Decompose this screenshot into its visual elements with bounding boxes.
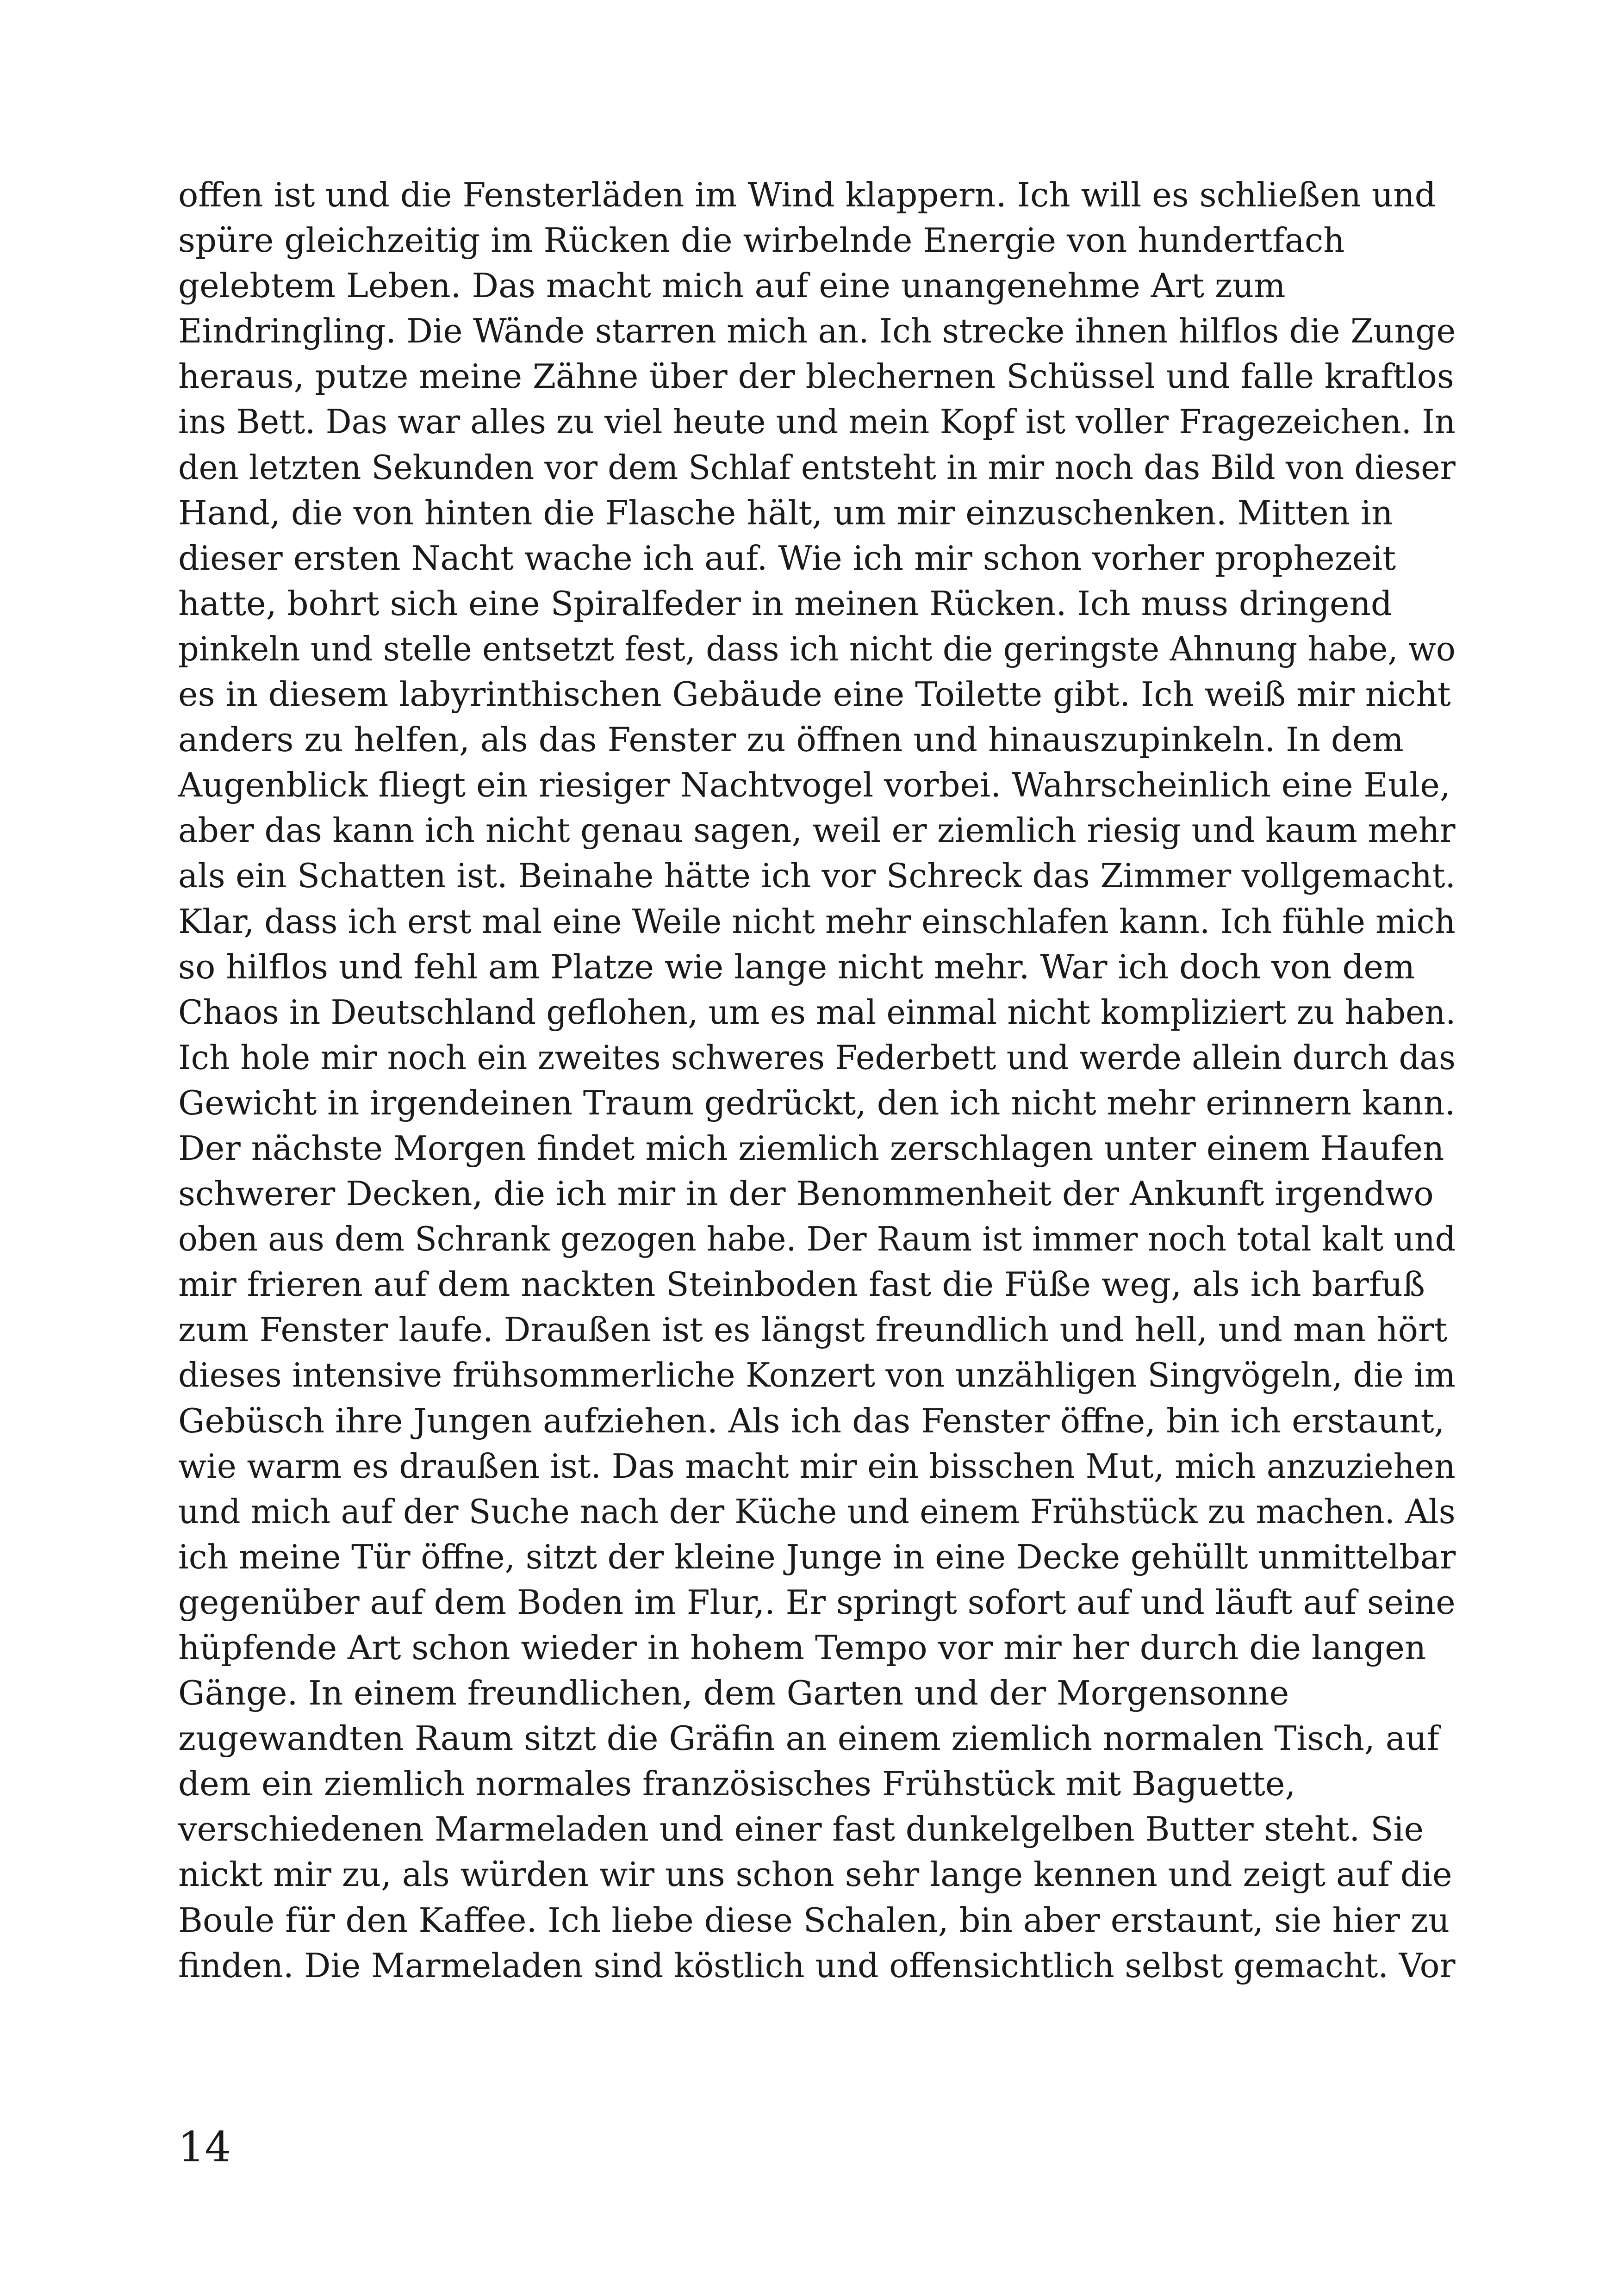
text-line: dieses intensive frühsommerliche Konzert von unzähligen Singvögeln, die im <box>178 1356 1456 1395</box>
text-line: anders zu helfen, als das Fenster zu öffnen und hinauszupinkeln. In dem <box>178 720 1404 759</box>
text-line: spüre gleichzeitig im Rücken die wirbelnde Energie von hundertfach <box>178 221 1345 260</box>
text-line: nickt mir zu, als würden wir uns schon sehr lange kennen und zeigt auf die <box>178 1855 1452 1894</box>
text-line: Chaos in Deutschland geflohen, um es mal einmal nicht kompliziert zu haben. <box>178 992 1456 1032</box>
text-line: zugewandten Raum sitzt die Gräfin an einem ziemlich normalen Tisch, auf <box>178 1719 1439 1758</box>
text-line: Boule für den Kaffee. Ich liebe diese Schalen, bin aber erstaunt, sie hier zu <box>178 1900 1450 1940</box>
text-line: gelebtem Leben. Das macht mich auf eine unangenehme Art zum <box>178 266 1286 305</box>
text-line: heraus, putze meine Zähne über der blechernen Schüssel und falle kraftlos <box>178 357 1454 396</box>
page-number: 14 <box>178 2123 231 2172</box>
body-text <box>178 172 1456 1988</box>
text-line: dem ein ziemlich normales französisches Frühstück mit Baguette, <box>178 1764 1296 1804</box>
text-line: ich meine Tür öffne, sitzt der kleine Junge in eine Decke gehüllt unmittelbar <box>178 1537 1456 1576</box>
text-line: zum Fenster laufe. Draußen ist es längst freundlich und hell, und man hört <box>178 1310 1448 1350</box>
text-line: Ich hole mir noch ein zweites schweres Federbett und werde allein durch das <box>178 1038 1456 1077</box>
text-line: verschiedenen Marmeladen und einer fast dunkelgelben Butter steht. Sie <box>178 1810 1424 1849</box>
text-line: als ein Schatten ist. Beinahe hätte ich vor Schreck das Zimmer vollgemacht. <box>178 856 1456 896</box>
text-line: und mich auf der Suche nach der Küche und einem Frühstück zu machen. Als <box>178 1492 1456 1531</box>
text-line: mir frieren auf dem nackten Steinboden fast die Füße weg, als ich barfuß <box>178 1265 1425 1304</box>
text-line: schwerer Decken, die ich mir in der Benommenheit der Ankunft irgendwo <box>178 1174 1434 1213</box>
text-line: Der nächste Morgen findet mich ziemlich zerschlagen unter einem Haufen <box>178 1128 1444 1168</box>
text-line: Gänge. In einem freundlichen, dem Garten und der Morgensonne <box>178 1674 1289 1713</box>
text-line: wie warm es draußen ist. Das macht mir ein bisschen Mut, mich anzuziehen <box>178 1446 1456 1486</box>
text-line: gegenüber auf dem Boden im Flur,. Er springt sofort auf und läuft auf seine <box>178 1582 1456 1622</box>
text-line: so hilflos und fehl am Platze wie lange nicht mehr. War ich doch von dem <box>178 947 1415 986</box>
text-line: Gebüsch ihre Jungen aufziehen. Als ich das Fenster öffne, bin ich erstaunt, <box>178 1401 1445 1440</box>
text-line: finden. Die Marmeladen sind köstlich und offensichtlich selbst gemacht. Vor <box>178 1946 1456 1985</box>
text-line: Klar, dass ich erst mal eine Weile nicht mehr einschlafen kann. Ich fühle mich <box>178 902 1456 941</box>
text-line: Gewicht in irgendeinen Traum gedrückt, den ich nicht mehr erinnern kann. <box>178 1083 1456 1122</box>
text-line: Eindringling. Die Wände starren mich an. Ich strecke ihnen hilflos die Zunge <box>178 311 1456 351</box>
text-line: hüpfende Art schon wieder in hohem Tempo vor mir her durch die langen <box>178 1628 1426 1667</box>
text-line: Hand, die von hinten die Flasche hält, um mir einzuschenken. Mitten in <box>178 493 1393 532</box>
text-line: oben aus dem Schrank gezogen habe. Der Raum ist immer noch total kalt und <box>178 1220 1456 1259</box>
text-line: dieser ersten Nacht wache ich auf. Wie ich mir schon vorher prophezeit <box>178 538 1396 578</box>
text-line: es in diesem labyrinthischen Gebäude eine Toilette gibt. Ich weiß mir nicht <box>178 675 1451 714</box>
text-line: aber das kann ich nicht genau sagen, weil er ziemlich riesig und kaum mehr <box>178 811 1456 850</box>
text-line: ins Bett. Das war alles zu viel heute und mein Kopf ist voller Fragezeichen. In <box>178 402 1456 442</box>
text-line: Augenblick fliegt ein riesiger Nachtvogel vorbei. Wahrscheinlich eine Eule, <box>178 765 1450 805</box>
text-line: offen ist und die Fensterläden im Wind klappern. Ich will es schließen und <box>178 175 1436 214</box>
text-line: pinkeln und stelle entsetzt fest, dass ich nicht die geringste Ahnung habe, wo <box>178 629 1456 668</box>
text-line: hatte, bohrt sich eine Spiralfeder in meinen Rücken. Ich muss dringend <box>178 584 1392 623</box>
text-line: den letzten Sekunden vor dem Schlaf entsteht in mir noch das Bild von dieser <box>178 448 1456 487</box>
